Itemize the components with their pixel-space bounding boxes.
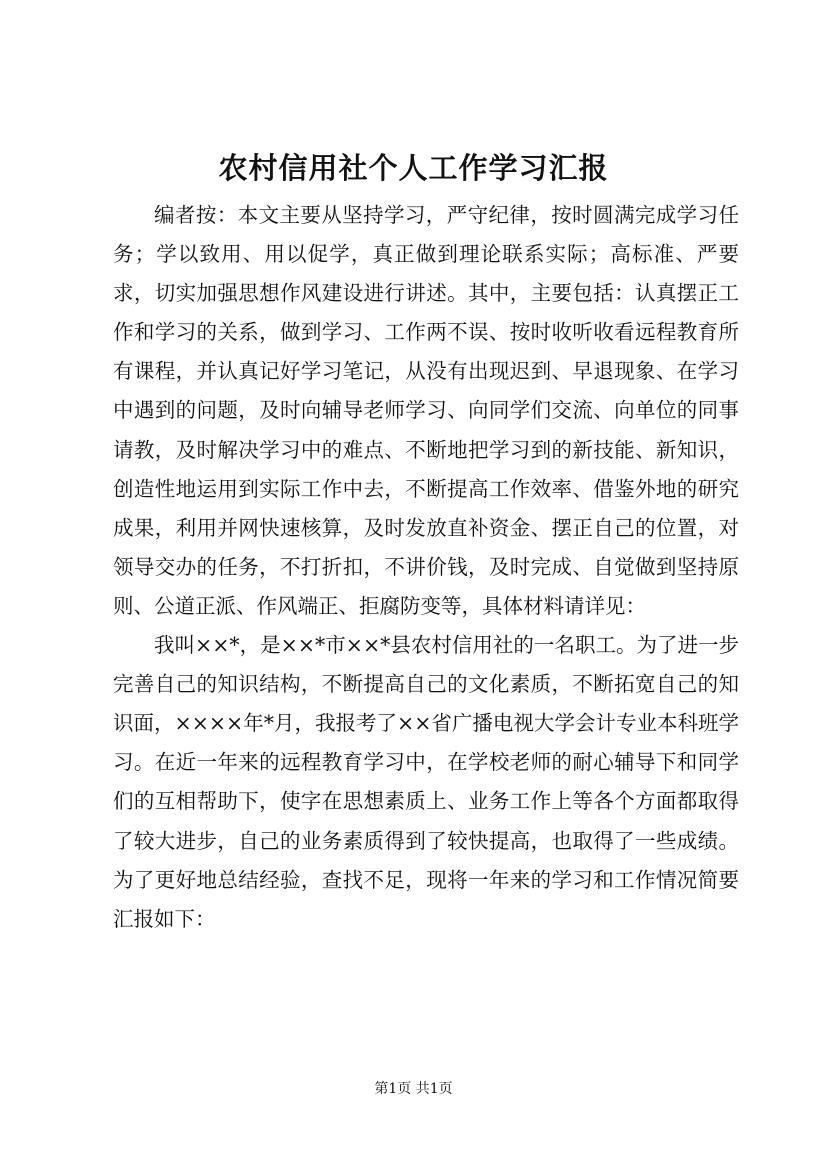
- document-body: [113, 196, 739, 939]
- editor-note-paragraph: 编者按：本文主要从坚持学习，严守纪律，按时圆满完成学习任务；学以致用、用以促学，真正做到理论联系实际；高标准、严要求，切实加强思想作风建设进行讲述。其中，主要包括：认真摆正工作和学习的关系，做到学习、工作两不误、按时收听收看远程教育所有课程，并认真记好学习笔记，从没有出现迟到、早退现象、在学习中遇到的问题，及时向辅导老师学习、向同学们交流、向单位的同事请教，及时解决学习中的难点、不断地把学习到的新技能、新知识，创造性地运用到实际工作中去，不断提高工作效率、借鉴外地的研究成果，利用并网快速核算，及时发放直补资金、摆正自己的位置，对领导交办的任务，不打折扣，不讲价钱，及时完成、自觉做到坚持原则、公道正派、作风端正、拒腐防变等，具体材料请详见：: [113, 203, 739, 618]
- document-title: 农村信用社个人工作学习汇报: [218, 151, 609, 185]
- page-footer: 第1页 共1页: [374, 1081, 453, 1097]
- body-paragraph: 我叫××*，是××*市××*县农村信用社的一名职工。为了进一步完善自己的知识结构，不断提高自己的文化素质，不断拓宽自己的知识面，××××年*月，我报考了××省广播电视大学会计专业本科班学习。在近一年来的远程教育学习中，在学校老师的耐心辅导下和同学们的互相帮助下，使字在思想素质上、业务工作上等各个方面都取得了较大进步，自己的业务素质得到了较快提高，也取得了一些成绩。为了更好地总结经验，查找不足，现将一年来的学习和工作情况简要汇报如下：: [113, 633, 739, 931]
